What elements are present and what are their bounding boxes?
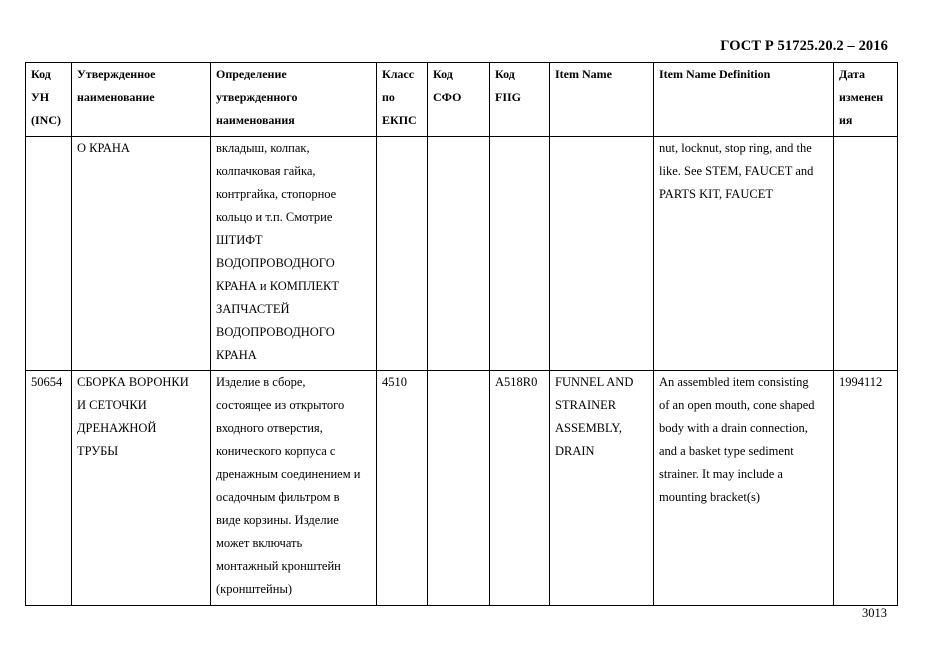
- header-approved-name: Утвержденное наименование: [72, 63, 211, 137]
- cell-approved-name: СБОРКА ВОРОНКИ И СЕТОЧКИ ДРЕНАЖНОЙ ТРУБЫ: [72, 371, 211, 606]
- cell-ekps-class: [377, 137, 428, 371]
- header-change-date: Дата изменен ия: [834, 63, 898, 137]
- page-number: 3013: [862, 606, 887, 620]
- header-sfo-code: Код СФО: [428, 63, 490, 137]
- table-row: [26, 371, 898, 606]
- cell-item-name-definition: An assembled item consisting of an open mouth, cone shaped body with a drain connection, and a basket type sediment strainer. It may include a mounting bracket(s): [654, 371, 834, 606]
- item-name-table: [25, 62, 898, 606]
- cell-name-definition: Изделие в сборе, состоящее из открытого входного отверстия, конического корпуса с дренажным соединением и осадочным фильтром в виде корзины. Изделие может включать монтажный кронштейн (кронштейны): [211, 371, 377, 606]
- cell-change-date: 1994112: [834, 371, 898, 606]
- header-fiig-code: Код FIIG: [490, 63, 550, 137]
- header-inc-code: Код УН (INC): [26, 63, 72, 137]
- cell-inc-code: 50654: [26, 371, 72, 606]
- header-name-definition: Определение утвержденного наименования: [211, 63, 377, 137]
- cell-fiig-code: [490, 137, 550, 371]
- cell-name-definition: вкладыш, колпак, колпачковая гайка, контргайка, стопорное кольцо и т.п. Смотрие ШТИФТ ВОДОПРОВОДНОГО КРАНА и КОМПЛЕКТ ЗАПЧАСТЕЙ ВОДОПРОВОДНОГО КРАНА: [211, 137, 377, 371]
- cell-ekps-class: 4510: [377, 371, 428, 606]
- cell-inc-code: [26, 137, 72, 371]
- header-ekps-class: Класс по ЕКПС: [377, 63, 428, 137]
- header-item-name: Item Name: [550, 63, 654, 137]
- cell-item-name-definition: nut, locknut, stop ring, and the like. See STEM, FAUCET and PARTS KIT, FAUCET: [654, 137, 834, 371]
- cell-item-name: [550, 137, 654, 371]
- table-header-row: [26, 63, 898, 137]
- standard-designation: ГОСТ Р 51725.20.2 – 2016: [720, 38, 888, 54]
- header-item-name-definition: Item Name Definition: [654, 63, 834, 137]
- cell-item-name: FUNNEL AND STRAINER ASSEMBLY, DRAIN: [550, 371, 654, 606]
- cell-approved-name: О КРАНА: [72, 137, 211, 371]
- cell-change-date: [834, 137, 898, 371]
- cell-sfo-code: [428, 137, 490, 371]
- cell-fiig-code: A518R0: [490, 371, 550, 606]
- table-row: [26, 137, 898, 371]
- cell-sfo-code: [428, 371, 490, 606]
